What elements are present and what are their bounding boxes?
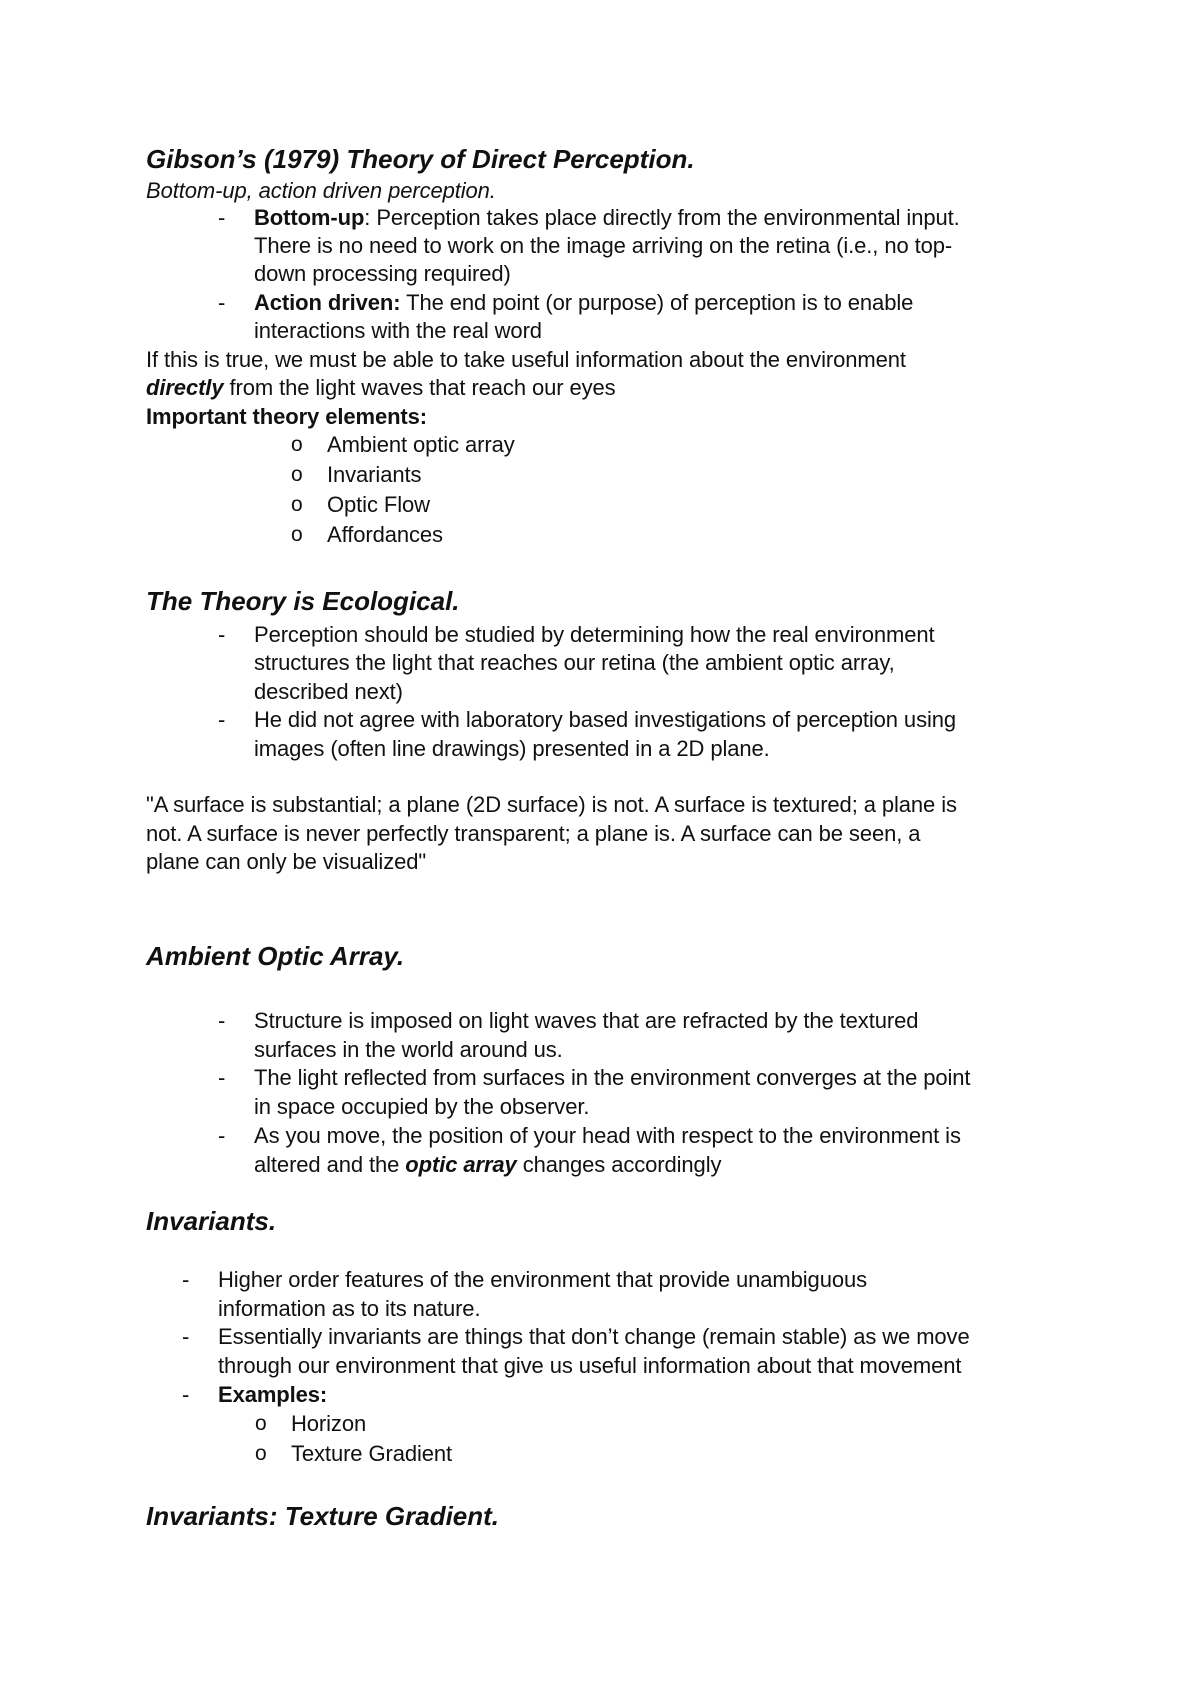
heading-invariants: Invariants. <box>146 1206 277 1236</box>
bullet-text: information as to its nature. <box>218 1296 481 1321</box>
bullet-text: There is no need to work on the image arriving on the retina (i.e., no top- <box>254 233 953 258</box>
list-marker: o <box>291 463 303 486</box>
bullet-dash: - <box>182 1324 190 1349</box>
bullet-text: images (often line drawings) presented in a 2D plane. <box>254 736 770 761</box>
list-item: Horizon <box>291 1411 367 1436</box>
bullet-dash: - <box>218 205 226 230</box>
bullet-dash: - <box>218 1123 226 1148</box>
paragraph: directly from the light waves that reach our eyes <box>146 375 616 400</box>
heading-direct-perception: Gibson’s (1979) Theory of Direct Perception. <box>146 144 695 174</box>
bullet-text: The end point (or purpose) of perception is to enable <box>400 290 914 315</box>
bullet-text: Essentially invariants are things that don’t change (remain stable) as we move <box>218 1324 970 1349</box>
quote-line: plane can only be visualized" <box>146 849 427 874</box>
quote-line: "A surface is substantial; a plane (2D surface) is not. A surface is textured; a plane is <box>146 792 957 817</box>
bullet-dash: - <box>218 1065 226 1090</box>
bullet-action-driven <box>254 289 913 317</box>
bullet-text: through our environment that give us useful information about that movement <box>218 1353 962 1378</box>
bullet-text: Perception should be studied by determining how the real environment <box>254 622 935 647</box>
bullet-dash: - <box>182 1267 190 1292</box>
subtitle: Bottom-up, action driven perception. <box>146 178 496 203</box>
list-item: Invariants <box>327 462 422 487</box>
bullet-dash: - <box>218 707 226 732</box>
bullet-dash: - <box>218 290 226 315</box>
bullet-label: Bottom-up <box>254 205 365 230</box>
heading-ambient-optic-array: Ambient Optic Array. <box>146 941 405 971</box>
list-marker: o <box>291 433 303 456</box>
bullet-text: : Perception takes place directly from the environmental input. <box>364 205 960 230</box>
heading-texture-gradient: Invariants: Texture Gradient. <box>146 1501 500 1531</box>
list-marker: o <box>255 1412 267 1435</box>
bullet-text: The light reflected from surfaces in the environment converges at the point <box>254 1065 971 1090</box>
bullet-text: altered and the optic array changes accordingly <box>254 1152 722 1177</box>
bullet-bottom-up <box>254 204 960 232</box>
list-marker: o <box>291 493 303 516</box>
bullet-text: interactions with the real word <box>254 318 542 343</box>
elements-heading: Important theory elements: <box>146 404 428 429</box>
bullet-label: Examples: <box>218 1382 328 1407</box>
bullet-text: Higher order features of the environment that provide unambiguous <box>218 1267 867 1292</box>
paragraph: If this is true, we must be able to take useful information about the environment <box>146 347 906 372</box>
emphasis: directly <box>146 375 224 400</box>
bullet-text: He did not agree with laboratory based investigations of perception using <box>254 707 957 732</box>
bullet-text: structures the light that reaches our retina (the ambient optic array, <box>254 650 895 675</box>
list-marker: o <box>255 1442 267 1465</box>
list-item: Affordances <box>327 522 443 547</box>
bullet-text: As you move, the position of your head with respect to the environment is <box>254 1123 961 1148</box>
emphasis: optic array <box>405 1152 517 1177</box>
list-item: Optic Flow <box>327 492 430 517</box>
bullet-dash: - <box>218 622 226 647</box>
bullet-text: described next) <box>254 679 403 704</box>
list-item: Texture Gradient <box>291 1441 453 1466</box>
bullet-dash: - <box>218 1008 226 1033</box>
bullet-text: Structure is imposed on light waves that are refracted by the textured <box>254 1008 919 1033</box>
bullet-label: Action driven: <box>254 290 401 315</box>
bullet-text: in space occupied by the observer. <box>254 1094 590 1119</box>
list-marker: o <box>291 523 303 546</box>
list-item: Ambient optic array <box>327 432 515 457</box>
bullet-dash: - <box>182 1382 190 1407</box>
bullet-text: surfaces in the world around us. <box>254 1037 563 1062</box>
quote-line: not. A surface is never perfectly transparent; a plane is. A surface can be seen, a <box>146 821 921 846</box>
bullet-text: down processing required) <box>254 261 511 286</box>
heading-ecological: The Theory is Ecological. <box>146 586 460 616</box>
